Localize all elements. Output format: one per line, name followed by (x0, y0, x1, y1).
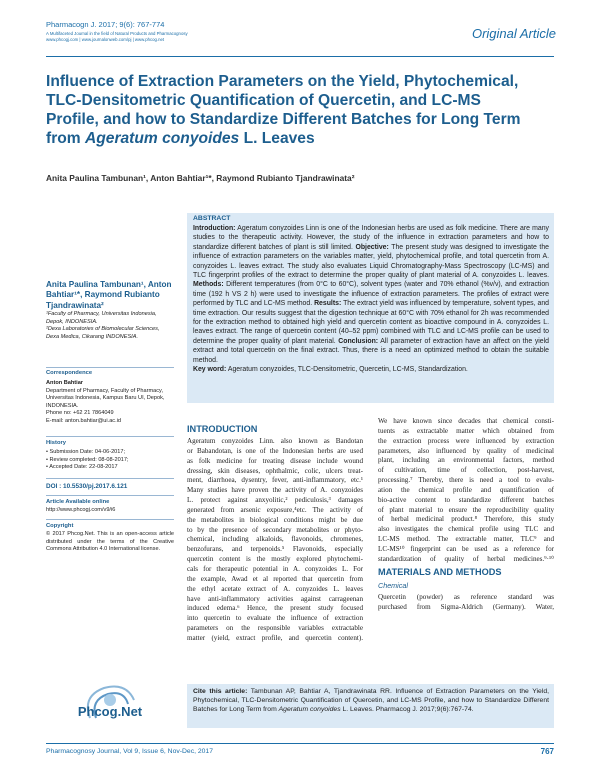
citation-text-post: L. Leaves. Pharmacog J. 2017;9(6):767-74. (340, 706, 474, 713)
online-url[interactable]: http://www.phcogj.com/v9/i6 (46, 507, 116, 513)
abstract-objective-label: Objective: (355, 243, 389, 251)
abstract-keywords-text: Ageratum conyzoides, TLC-Densitometric, Quercetin, LC-MS, Standardization. (226, 366, 468, 374)
body-text-line: parameters, also influenced by quality of medicinal (378, 446, 554, 455)
body-text-line: L. protect against anxyolitic,² pediculosis,³ damages (187, 496, 363, 505)
introduction-column-2 (378, 417, 554, 565)
title-line-2: TLC-Densitometric Quantification of Quercetin, and LC-MS (46, 92, 481, 109)
body-text-line: quercetin content is the mostly explored phytochemi- (187, 555, 363, 564)
title-line-1: Influence of Extraction Parameters on the Yield, Phytochemical, (46, 73, 519, 90)
abstract-results-text: The extract yield was influenced by temperature, solvent types, and time extraction. Our results suggest that the digestion technique at 60°C with 70% ethanol for 2h was recommended for the extraction method to obtained high yield and quercetin content as bioactive compound in A. conyzoides L. leaves extract. The range of quercetin content (40–52 ppm) combined with TLC and LC-MS profile can be used to determine the proper quality of plant material. (193, 300, 549, 345)
abstract-results-label: Results: (314, 300, 342, 308)
body-text-line: tuents as extractable matter which obtained from (378, 426, 554, 435)
journal-tagline: A Multifaceted Journal in the field of Natural Products and Pharmacognosy (46, 31, 188, 36)
title-line-3: Profile, and how to Standardize Different Batches for Long Term (46, 111, 521, 128)
introduction-heading: INTRODUCTION (187, 424, 258, 434)
article-type-badge: Original Article (471, 26, 556, 41)
abstract-conclusion-label: Conclusion: (338, 337, 379, 345)
correspondence-phone: Phone no: +62 21 7864049 (46, 410, 114, 417)
affiliation-1: ¹Faculty of Pharmacy, Universitas Indonesia, Depok, INDONESIA. (46, 311, 157, 325)
title-line-4-pre: from (46, 130, 85, 147)
sidebar-author-names: Anita Paulina Tambunan¹, Anton Bahtiar¹*, Raymond Rubianto Tjandrawinata² (46, 280, 172, 310)
citation-text (193, 687, 549, 714)
abstract-methods-text: Different temperatures (from 0°C to 60°C), solvent types (water and 70% ethanol (%v/v), and extraction time (192 h VS 2 h) were used to investigate the influence of extraction parameters. The profiles of extract were performed by TLC and LC-MS method. (193, 281, 549, 308)
body-text-line: parameters on the responsible variables extractable (187, 624, 363, 633)
body-text-line: of herbal medicinal product.⁸ Therefore, this study (378, 515, 554, 524)
body-text-line: to by the presence of secondary metabolites or phyto- (187, 525, 363, 534)
abstract-heading: ABSTRACT (193, 215, 231, 222)
logo-wordmark: Phcog.Net (77, 704, 143, 719)
body-text-line: plant, including an environmental factors, method (378, 456, 554, 465)
sidebar-divider (46, 367, 174, 368)
body-text-line: matter (yield, extract profile, and quercetin content). (187, 633, 363, 642)
body-text-line: as folk medicine for treating disease include wound (187, 456, 363, 465)
correspondence-block (46, 380, 174, 426)
footer-divider (46, 743, 554, 744)
body-text-line: LC-MS method. The extractable matter, TLC⁹ and (378, 535, 554, 544)
body-text-line: processing.⁷ Thereby, there is need a tool to evalu- (378, 476, 554, 485)
history-heading: History (46, 440, 66, 446)
history-accepted: • Accepted Date: 22-08-2017 (46, 464, 118, 471)
methods-text (378, 593, 554, 613)
introduction-column-1 (187, 437, 363, 644)
paper-title (46, 72, 556, 148)
body-text-line: dressing, skin diseases, ophthalmic, colic, ulcers treat- (187, 466, 363, 475)
abstract-body (193, 224, 549, 375)
body-text-line: the extraction process were influenced by extraction (378, 436, 554, 445)
abstract-methods-label: Methods: (193, 281, 224, 289)
affiliation-2: ²Dexa Laboratories of Biomolecular Sciences, Dexa Medica, Cikarang INDONESIA. (46, 326, 160, 340)
body-text-line: also investigates the chemical profile using TLC and (378, 525, 554, 534)
chemical-subheading: Chemical (378, 581, 408, 590)
body-text-line: induced edema.⁶ Hence, the present study focused (187, 604, 363, 613)
correspondence-name: Anton Bahtiar (46, 380, 83, 386)
correspondence-heading: Correspondence (46, 370, 93, 376)
phcog-net-logo (60, 678, 160, 730)
body-text-line: cals for therapeutic potential in A. conyzoides L. For (187, 564, 363, 573)
title-line-4-post: L. Leaves (239, 130, 315, 147)
abstract-conclusion-text: All parameter of extraction have an affect on the yield extract and total quercetin on the final extract. Thus, there is a need an optimized method to obtain the suitable method. (193, 337, 549, 364)
journal-subtitle (46, 31, 256, 42)
abstract-objective-text: The present study was designed to investigate the influence of extraction parameters on the variables matter, yield, phytochemical profile, and total quercetin from A. conyzoides L. leaves extract. The study also evaluates Liquid Chromatography-Mass Spectroscopy (LC-MS) and TLC fingerprint profiles of the extract to determine the proper quality of plant material of A. conyzoides L. leaves. (193, 243, 550, 280)
body-text-line: generated from arsenic exposure,⁴etc. The activity of (187, 505, 363, 514)
body-text-line: bio-active content to standardize different batches (378, 495, 554, 504)
body-text-line: the example, Awad et al reported that quercetin from (187, 574, 363, 583)
body-text-line: of plant material to ensure the reproducibility quality (378, 505, 554, 514)
body-text-line: the metabolites in biological conditions might be due (187, 515, 363, 524)
copyright-text: © 2017 Phcog.Net. This is an open-access article distributed under the terms of the Creative Commons Attribution 4.0 International license. (46, 531, 174, 553)
sidebar-divider (46, 519, 174, 520)
author-list: Anita Paulina Tambunan¹, Anton Bahtiar¹*, Raymond Rubianto Tjandrawinata² (46, 173, 355, 183)
methods-heading: MATERIALS AND METHODS (378, 567, 502, 577)
correspondence-email[interactable]: E-mail: anton.bahtiar@ui.ac.id (46, 417, 122, 424)
body-text-line: benzofurans, and terpenoids.⁵ Flavonoids, especially (187, 545, 363, 554)
footer-journal-info: Pharmacognosy Journal, Vol 9, Issue 6, Nov-Dec, 2017 (46, 748, 213, 755)
body-text-line: into quercetin to evaluate the influence of extraction (187, 614, 363, 623)
correspondence-address: Department of Pharmacy, Faculty of Pharmacy, Universitas Indonesia, Kampus Baru UI, Depok, INDONESIA. (46, 387, 165, 409)
online-heading: Article Available online (46, 499, 110, 505)
body-text-line: We have known since decades that chemical consti- (378, 417, 554, 425)
body-text-line: ment, diarrhoea, dysentry, fever, anti-inflammatory, etc.¹ (187, 476, 363, 485)
citation-text-pre: Tambunan AP, Bahtiar A, Tjandrawinata RR. Influence of Extraction Parameters on the Yield, Phytochemical, TLC-Densitometric Quantification of Quercetin, and LC-MS Profile, and how to Standardize Different Batches for Long Term from (193, 688, 549, 713)
copyright-heading: Copyright (46, 523, 74, 529)
body-text-line: ation the chemical profile and quantification of (378, 485, 554, 494)
body-text-line: or Babandotan, is one of the Indonesian herbs are used (187, 446, 363, 455)
title-line-4 (46, 129, 556, 148)
body-text-line: Ageratum conyzoides Linn. also known as Bandotan (187, 437, 363, 445)
history-review: • Review completed: 08-08-2017; (46, 456, 129, 463)
sidebar-divider (46, 436, 174, 437)
body-text-line: purchased from Sigma-Aldrich (Germany). Water, (378, 602, 554, 611)
header-divider (46, 56, 554, 57)
body-text-line: Quercetin (powder) as reference standard was (378, 593, 554, 601)
journal-urls[interactable]: www.phcogj.com | www.journalonweb.com/pj | www.phcog.net (46, 36, 165, 42)
body-text-line: have anti-inflammatory activities against carrageenan (187, 594, 363, 603)
citation-label: Cite this article: (193, 688, 248, 695)
abstract-keywords-label: Key word: (193, 366, 227, 374)
citation-species: Ageratum conyoides (278, 706, 341, 713)
abstract-intro-text: Ageratum conyzoides Linn is one of the Indonesian herbs are used as folk medicine. There are many studies to the therapeutic activity. However, the study of the influence in extraction parameters and how to standardize different batches of plant is still limited. (193, 225, 549, 251)
body-text-line: standardization of quality of herbal medicines.⁹·¹⁰ (378, 554, 554, 563)
page-number: 767 (540, 747, 554, 756)
body-text-line: LC-MS¹⁰ fingerprint can be used as a reference for (378, 544, 554, 553)
doi-text[interactable]: DOI : 10.5530/pj.2017.6.121 (46, 483, 128, 490)
sidebar-divider (46, 495, 174, 496)
body-text-line: Many studies have proven the activity of A. conyzoides (187, 486, 363, 495)
sidebar-affiliations (46, 311, 174, 341)
body-text-line: of cultivation, time of collection, post-harvest, (378, 466, 554, 475)
abstract-intro-label: Introduction: (193, 225, 236, 232)
body-text-line: the ethyl acetate extract of A. conyzoides L. leaves (187, 584, 363, 593)
history-submission: • Submission Date: 04-06-2017; (46, 449, 126, 455)
history-list (46, 449, 174, 472)
body-text-line: chemical, including alkaloids, flavonoids, chromenes, (187, 535, 363, 544)
sidebar-divider (46, 478, 174, 479)
journal-citation-header: Pharmacogn J. 2017; 9(6): 767-774 (46, 20, 165, 29)
title-species: Ageratum conyoides (84, 130, 240, 147)
